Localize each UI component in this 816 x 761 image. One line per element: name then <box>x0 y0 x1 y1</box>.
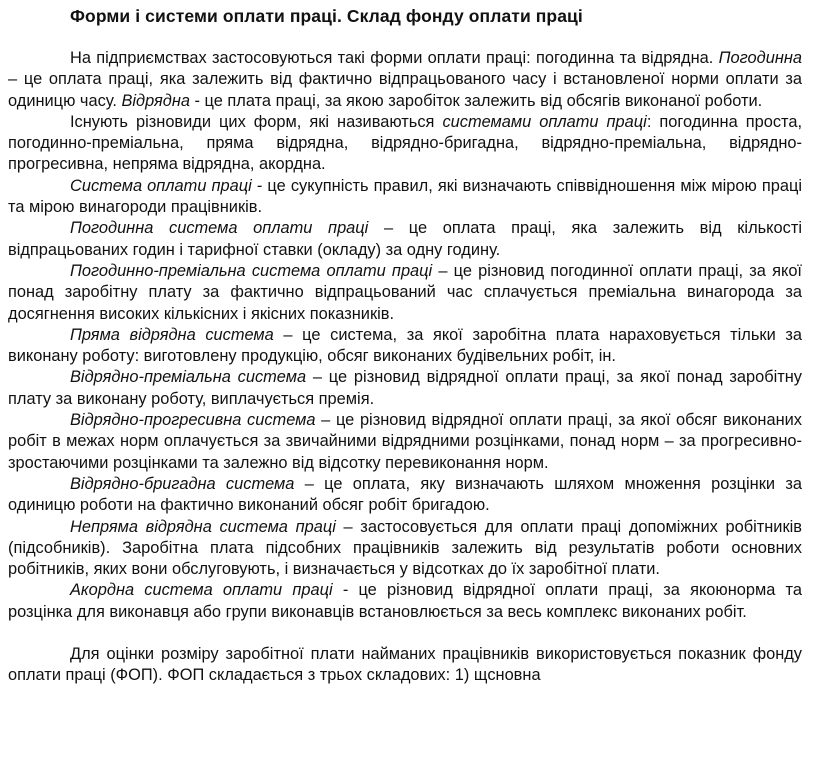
paragraph-piecework-progressive <box>8 410 802 474</box>
paragraph-text: - це сукупність правил, які визначають співвідношення між мірою праці та мірою винагороди працівників. <box>8 176 802 217</box>
term-hourly: Погодинна <box>718 49 802 67</box>
paragraph-indirect-piecework <box>8 517 802 581</box>
term-piecework-brigade: Відрядно-бригадна система <box>70 474 295 493</box>
paragraph-pay-system-definition <box>8 176 802 219</box>
paragraph-text: – це різновид погодинної оплати праці, за якої понад заробітну плату за фактично відпрацьований час сплачується преміальна винагорода за досягнення високих кількісних і якісних показників. <box>8 261 802 323</box>
paragraph-text: Існують різновиди цих форм, які називаються <box>70 112 443 131</box>
term-piecework-progressive: Відрядно-прогресивна система <box>70 411 316 430</box>
term-direct-piecework: Пряма відрядна система <box>70 325 274 344</box>
paragraph-text: Для оцінки розміру заробітної плати найманих працівників використовується показник фонду оплати праці (ФОП). ФОП складається з трьох складових: 1) щсновна <box>8 645 802 685</box>
paragraph-text: – це оплата праці, яка залежить від кількості відпрацьованих годин і тарифної ставки (окладу) за одну годину. <box>8 219 802 259</box>
document-title: Форми і системи оплати праці. Склад фонду оплати праці <box>70 6 583 26</box>
paragraph-piecework-brigade <box>8 474 802 517</box>
paragraph-text: На підприємствах застосовуються такі форми оплати праці: погодинна та відрядна. <box>70 49 719 67</box>
paragraph-text: – це оплата, яку визначають шляхом множення розцінки за одиницю роботи на фактично виконаний обсяг робіт бригадою. <box>8 474 802 515</box>
term-piecework: Відрядна <box>121 91 190 110</box>
paragraph-direct-piecework <box>8 325 802 368</box>
paragraph-text: – це оплата праці, яка залежить від фактично відпрацьованого часу і встановленої норми оплати за одиницю часу. <box>8 70 802 110</box>
paragraph-text: : погодинна проста, погодинно-преміальна, пряма відрядна, відрядно-бригадна, відрядно-преміальна, відрядно-прогресивна, непряма відрядна, акордна. <box>8 112 803 174</box>
paragraph-hourly-bonus-system <box>8 261 802 325</box>
paragraph-text: – це система, за якої заробітна плата нараховується тільки за виконану роботу: виготовлену продукцію, обсяг виконаних будівельних робіт, ін. <box>8 325 802 366</box>
paragraph-text: – це різновид відрядної оплати праці, за якої понад заробітну плату за виконану роботу, виплачується премія. <box>8 368 802 408</box>
term-pay-system: Система оплати праці <box>70 176 252 195</box>
paragraph-piecework-bonus <box>8 367 802 410</box>
term-hourly-system: Погодинна система оплати праці <box>70 219 369 238</box>
paragraph-chord-system <box>8 580 802 623</box>
term-piecework-bonus: Відрядно-преміальна система <box>70 368 307 387</box>
term-pay-systems: системами оплати праці <box>442 112 647 131</box>
paragraph-text: – застосовується для оплати праці допоміжних робітників (підсобників). Заробітна плата підсобних працівників залежить від результатів роботи основних робітників, яких вони обслуговують, і визначається у відсотках до їх заробітної плати. <box>8 517 802 579</box>
paragraph-text: - це плата праці, за якою заробіток залежить від обсягів виконаної роботи. <box>189 91 763 110</box>
paragraph-text: – це різновид відрядної оплати праці, за якої обсяг виконаних робіт в межах норм оплачується за звичайними відрядними розцінками, понад норм – за прогресивно-зростаючими розцінками та залежно від відсотку перевиконання норм. <box>8 411 803 472</box>
paragraph-systems-list <box>8 112 802 176</box>
paragraph-hourly-system <box>8 218 802 261</box>
term-chord-system: Акордна система оплати праці <box>70 581 333 600</box>
paragraph-forms <box>8 48 802 112</box>
paragraph-text: - це різновид відрядної оплати праці, за якоюнорма та розцінка для виконавця або групи виконавців встановлюється за весь комплекс виконаних робіт. <box>8 581 802 621</box>
term-indirect-piecework: Непряма відрядна система праці <box>70 517 336 536</box>
term-hourly-bonus-system: Погодинно-преміальна система оплати праці <box>70 261 433 280</box>
paragraph-wage-fund <box>8 644 802 687</box>
